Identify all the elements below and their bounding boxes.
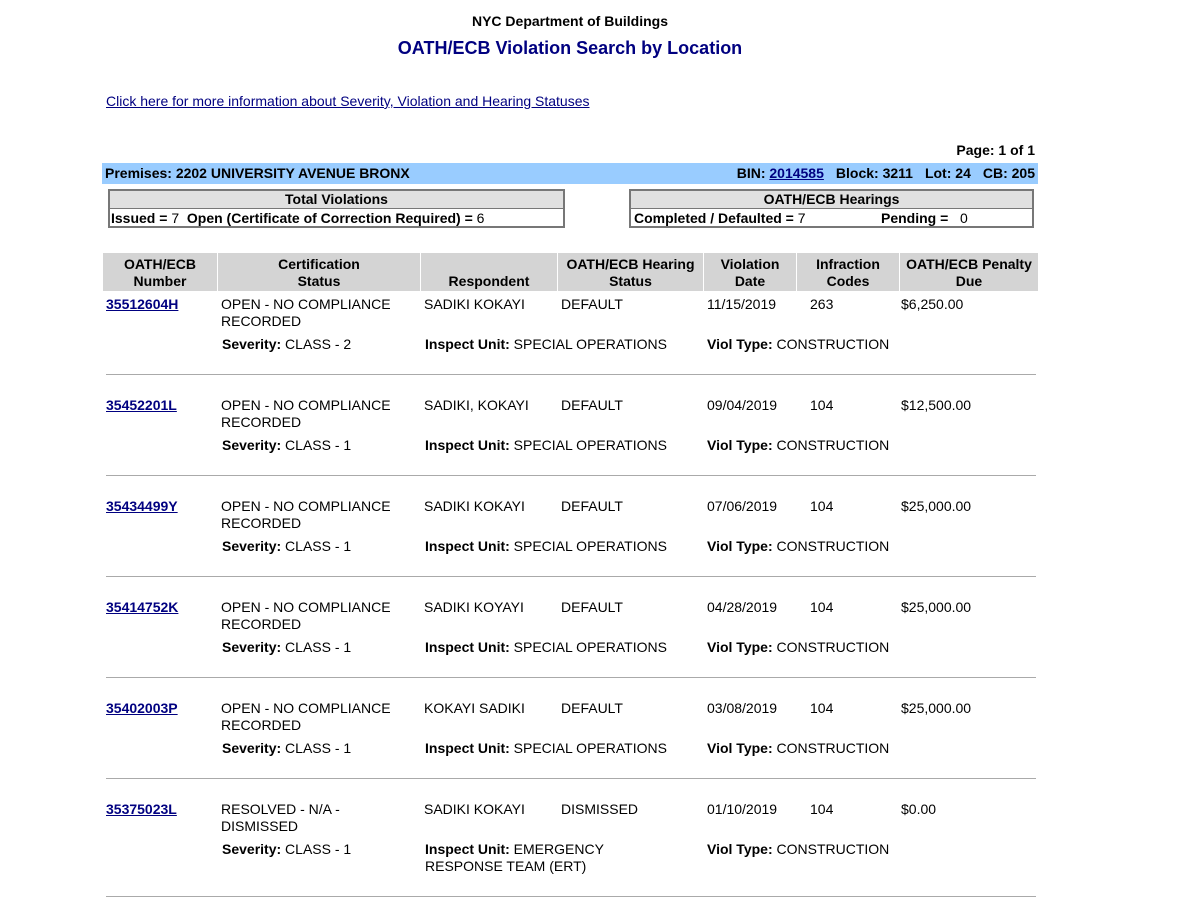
open-count: 6 (476, 210, 485, 226)
violation-date: 03/08/2019 (707, 700, 778, 716)
col-header-line2: Status (297, 273, 341, 289)
completed-label: Completed / Defaulted = (634, 210, 794, 226)
block-label: Block: (835, 165, 879, 181)
violation-row (104, 397, 1036, 475)
hearing-status: DEFAULT (561, 397, 623, 413)
viol-type-label: Viol Type: (707, 740, 773, 756)
inspect-unit-label: Inspect Unit: (425, 841, 510, 857)
severity-value: CLASS - 1 (285, 841, 352, 857)
total-violations-row (110, 209, 563, 228)
col-oath-number (103, 253, 217, 291)
severity-label: Severity: (222, 437, 282, 453)
completed-count: 7 (797, 210, 806, 226)
inspect-unit-label: Inspect Unit: (425, 639, 510, 655)
inspect-unit-value: EMERGENCY (513, 841, 604, 857)
hearing-status: DEFAULT (561, 700, 623, 716)
violation-row (104, 801, 1036, 896)
infraction-codes: 104 (810, 700, 834, 716)
col-header-line2: Due (955, 273, 983, 289)
block-value: 3211 (882, 165, 913, 181)
cert-status-cont: RECORDED (221, 515, 302, 531)
viol-type-value: CONSTRUCTION (776, 437, 890, 453)
respondent: SADIKI KOKAYI (424, 296, 525, 312)
violation-number-link[interactable]: 35434499Y (106, 498, 178, 514)
col-infraction-codes (797, 253, 899, 291)
col-respondent (421, 253, 557, 291)
respondent: SADIKI KOKAYI (424, 498, 525, 514)
inspect-unit-value: SPECIAL OPERATIONS (513, 538, 667, 554)
inspect-unit-value-cont: RESPONSE TEAM (ERT) (425, 858, 587, 874)
cert-status: OPEN - NO COMPLIANCE (221, 296, 391, 312)
violation-row (104, 498, 1036, 576)
cb-label: CB: (982, 165, 1008, 181)
cert-status: OPEN - NO COMPLIANCE (221, 397, 391, 413)
viol-type-value: CONSTRUCTION (776, 336, 890, 352)
violation-number-link[interactable]: 35452201L (106, 397, 177, 413)
severity-value: CLASS - 2 (285, 336, 352, 352)
penalty-due: $25,000.00 (901, 498, 972, 514)
page-indicator: Page: 1 of 1 (956, 142, 1035, 158)
premises-address: 2202 UNIVERSITY AVENUE BRONX (175, 165, 410, 181)
row-divider (106, 576, 1036, 577)
cert-status: OPEN - NO COMPLIANCE (221, 700, 391, 716)
violation-date: 01/10/2019 (707, 801, 778, 817)
pending-label: Pending = (881, 210, 949, 226)
col-header-line1: OATH/ECB Penalty (906, 256, 1032, 272)
hearing-status: DEFAULT (561, 599, 623, 615)
violation-number-link[interactable]: 35414752K (106, 599, 179, 615)
violation-row (104, 599, 1036, 677)
hearings-title: OATH/ECB Hearings (631, 191, 1032, 209)
infraction-codes: 104 (810, 498, 834, 514)
severity-value: CLASS - 1 (285, 437, 352, 453)
violation-number-link[interactable]: 35512604H (106, 296, 179, 312)
row-divider (106, 677, 1036, 678)
respondent: SADIKI KOKAYI (424, 801, 525, 817)
col-header-line1: Violation (720, 256, 780, 272)
viol-type-value: CONSTRUCTION (776, 538, 890, 554)
premises-bar (102, 163, 1038, 184)
violation-number-link[interactable]: 35402003P (106, 700, 178, 716)
row-divider (106, 896, 1036, 897)
cert-status-cont: RECORDED (221, 717, 302, 733)
hearing-status: DEFAULT (561, 296, 623, 312)
penalty-due: $25,000.00 (901, 700, 972, 716)
inspect-unit-value: SPECIAL OPERATIONS (513, 437, 667, 453)
severity-label: Severity: (222, 740, 282, 756)
cert-status-cont: RECORDED (221, 414, 302, 430)
col-header-line1: Infraction (816, 256, 880, 272)
issued-label: Issued = (111, 210, 168, 226)
col-hearing-status (558, 253, 703, 291)
viol-type-label: Viol Type: (707, 841, 773, 857)
inspect-unit-value: SPECIAL OPERATIONS (513, 336, 667, 352)
premises-address-group (105, 165, 410, 181)
inspect-unit-label: Inspect Unit: (425, 437, 510, 453)
lot-label: Lot: (924, 165, 952, 181)
inspect-unit-label: Inspect Unit: (425, 538, 510, 554)
cert-status: OPEN - NO COMPLIANCE (221, 498, 391, 514)
col-header-line2: Respondent (448, 273, 530, 289)
respondent: SADIKI, KOKAYI (424, 397, 529, 413)
col-header-line2: Codes (826, 273, 870, 289)
total-violations-title: Total Violations (110, 191, 563, 209)
penalty-due: $6,250.00 (901, 296, 964, 312)
severity-value: CLASS - 1 (285, 538, 352, 554)
inspect-unit-value: SPECIAL OPERATIONS (513, 740, 667, 756)
viol-type-label: Viol Type: (707, 639, 773, 655)
open-label: Open (Certificate of Correction Required) = (186, 210, 473, 226)
page-title: OATH/ECB Violation Search by Location (397, 38, 743, 58)
premises-label: Premises: (105, 165, 172, 181)
pending-count: 0 (959, 210, 968, 226)
infraction-codes: 104 (810, 801, 834, 817)
penalty-due: $25,000.00 (901, 599, 972, 615)
viol-type-label: Viol Type: (707, 538, 773, 554)
premises-meta (737, 165, 1035, 181)
col-cert-status (218, 253, 420, 291)
severity-label: Severity: (222, 639, 282, 655)
cert-status: OPEN - NO COMPLIANCE (221, 599, 391, 615)
hearings-box (629, 189, 1034, 228)
col-penalty-due (900, 253, 1038, 291)
col-header-line1: OATH/ECB Hearing (566, 256, 695, 272)
lot-value: 24 (955, 165, 971, 181)
viol-type-value: CONSTRUCTION (776, 740, 890, 756)
viol-type-value: CONSTRUCTION (776, 841, 890, 857)
total-violations-box (108, 189, 565, 228)
row-divider (106, 374, 1036, 375)
row-divider (106, 475, 1036, 476)
viol-type-value: CONSTRUCTION (776, 639, 890, 655)
respondent: SADIKI KOYAYI (424, 599, 524, 615)
infraction-codes: 104 (810, 599, 834, 615)
agency-name: NYC Department of Buildings (471, 13, 668, 29)
viol-type-label: Viol Type: (707, 336, 773, 352)
col-violation-date (704, 253, 796, 291)
cert-status-cont: RECORDED (221, 616, 302, 632)
violation-date: 04/28/2019 (707, 599, 778, 615)
col-header-line1: OATH/ECB (123, 256, 197, 272)
cert-status: RESOLVED - N/A - (221, 801, 340, 817)
row-divider (106, 778, 1036, 779)
violation-date: 07/06/2019 (707, 498, 778, 514)
severity-label: Severity: (222, 538, 282, 554)
inspect-unit-label: Inspect Unit: (425, 336, 510, 352)
violation-number-link[interactable]: 35375023L (106, 801, 177, 817)
cb-value: 205 (1011, 165, 1035, 181)
hearing-status: DEFAULT (561, 498, 623, 514)
col-header-line1: Certification (278, 256, 360, 272)
violation-row (104, 296, 1036, 374)
viol-type-label: Viol Type: (707, 437, 773, 453)
violation-row (104, 700, 1036, 778)
respondent: KOKAYI SADIKI (424, 700, 525, 716)
violation-date: 09/04/2019 (707, 397, 778, 413)
inspect-unit-label: Inspect Unit: (425, 740, 510, 756)
col-header-line2: Number (133, 273, 187, 289)
hearings-row (631, 209, 1032, 228)
status-info-link[interactable]: Click here for more information about Severity, Violation and Hearing Statuses (106, 93, 590, 109)
cert-status-cont: RECORDED (221, 313, 302, 329)
cert-status-cont: DISMISSED (221, 818, 299, 834)
hearing-status: DISMISSED (561, 801, 639, 817)
inspect-unit-value: SPECIAL OPERATIONS (513, 639, 667, 655)
severity-value: CLASS - 1 (285, 740, 352, 756)
severity-label: Severity: (222, 336, 282, 352)
bin-label: BIN: (736, 165, 766, 181)
severity-value: CLASS - 1 (285, 639, 352, 655)
penalty-due: $0.00 (901, 801, 937, 817)
violation-date: 11/15/2019 (707, 296, 777, 312)
issued-count: 7 (171, 210, 180, 226)
infraction-codes: 263 (810, 296, 834, 312)
severity-label: Severity: (222, 841, 282, 857)
col-header-line2: Status (609, 273, 652, 289)
infraction-codes: 104 (810, 397, 834, 413)
col-header-line2: Date (734, 273, 766, 289)
penalty-due: $12,500.00 (901, 397, 972, 413)
bin-link[interactable]: 2014585 (769, 165, 824, 181)
